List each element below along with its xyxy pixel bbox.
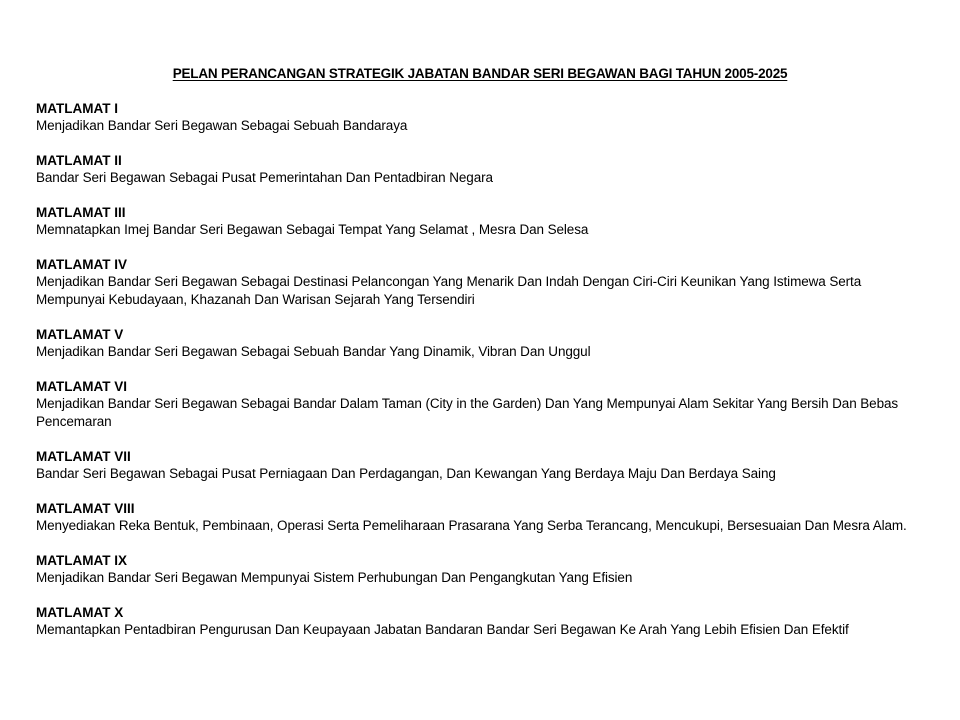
goal-heading: MATLAMAT III xyxy=(36,205,126,220)
goal-text: Menjadikan Bandar Seri Begawan Mempunyai Sistem Perhubungan Dan Pengangkutan Yang Efisien xyxy=(36,570,633,585)
document-title: PELAN PERANCANGAN STRATEGIK JABATAN BANDAR SERI BEGAWAN BAGI TAHUN 2005-2025 xyxy=(172,66,788,81)
goal-heading: MATLAMAT I xyxy=(36,101,118,116)
goal-heading: MATLAMAT V xyxy=(36,327,124,342)
goal-item xyxy=(36,101,926,135)
goal-heading: MATLAMAT IX xyxy=(36,553,127,568)
goal-text: Menyediakan Reka Bentuk, Pembinaan, Operasi Serta Pemeliharaan Prasarana Yang Serba Terancang, Mencukupi, Bersesuaian Dan Mesra Alam. xyxy=(36,518,907,533)
goal-item xyxy=(36,257,926,309)
goal-item xyxy=(36,501,926,535)
goal-item xyxy=(36,153,926,187)
goal-item xyxy=(36,553,926,587)
goal-text: Bandar Seri Begawan Sebagai Pusat Perniagaan Dan Perdagangan, Dan Kewangan Yang Berdaya Maju Dan Berdaya Saing xyxy=(36,466,776,481)
goal-text: Menjadikan Bandar Seri Begawan Sebagai Bandar Dalam Taman (City in the Garden) Dan Yang Mempunyai Alam Sekitar Yang Bersih Dan Bebas Pencemaran xyxy=(36,396,899,429)
goal-item xyxy=(36,379,926,431)
goal-heading: MATLAMAT X xyxy=(36,605,124,620)
goal-item xyxy=(36,205,926,239)
goals-list xyxy=(36,101,926,657)
goal-item xyxy=(36,605,926,639)
goal-item xyxy=(36,327,926,361)
goal-text: Menjadikan Bandar Seri Begawan Sebagai Sebuah Bandar Yang Dinamik, Vibran Dan Unggul xyxy=(36,344,591,359)
goal-item xyxy=(36,449,926,483)
goal-text: Menjadikan Bandar Seri Begawan Sebagai Sebuah Bandaraya xyxy=(36,118,408,133)
goal-heading: MATLAMAT VI xyxy=(36,379,127,394)
goal-text: Bandar Seri Begawan Sebagai Pusat Pemerintahan Dan Pentadbiran Negara xyxy=(36,170,493,185)
goal-heading: MATLAMAT VII xyxy=(36,449,131,464)
goal-heading: MATLAMAT VIII xyxy=(36,501,135,516)
goal-heading: MATLAMAT IV xyxy=(36,257,127,272)
goal-text: Memantapkan Pentadbiran Pengurusan Dan Keupayaan Jabatan Bandaran Bandar Seri Begawan Ke Arah Yang Lebih Efisien Dan Efektif xyxy=(36,622,849,637)
goal-heading: MATLAMAT II xyxy=(36,153,122,168)
goal-text: Menjadikan Bandar Seri Begawan Sebagai Destinasi Pelancongan Yang Menarik Dan Indah Dengan Ciri-Ciri Keunikan Yang Istimewa Serta Mempunyai Kebudayaan, Khazanah Dan Warisan Sejarah Yang Tersendiri xyxy=(36,274,862,307)
goal-text: Memnatapkan Imej Bandar Seri Begawan Sebagai Tempat Yang Selamat , Mesra Dan Selesa xyxy=(36,222,589,237)
